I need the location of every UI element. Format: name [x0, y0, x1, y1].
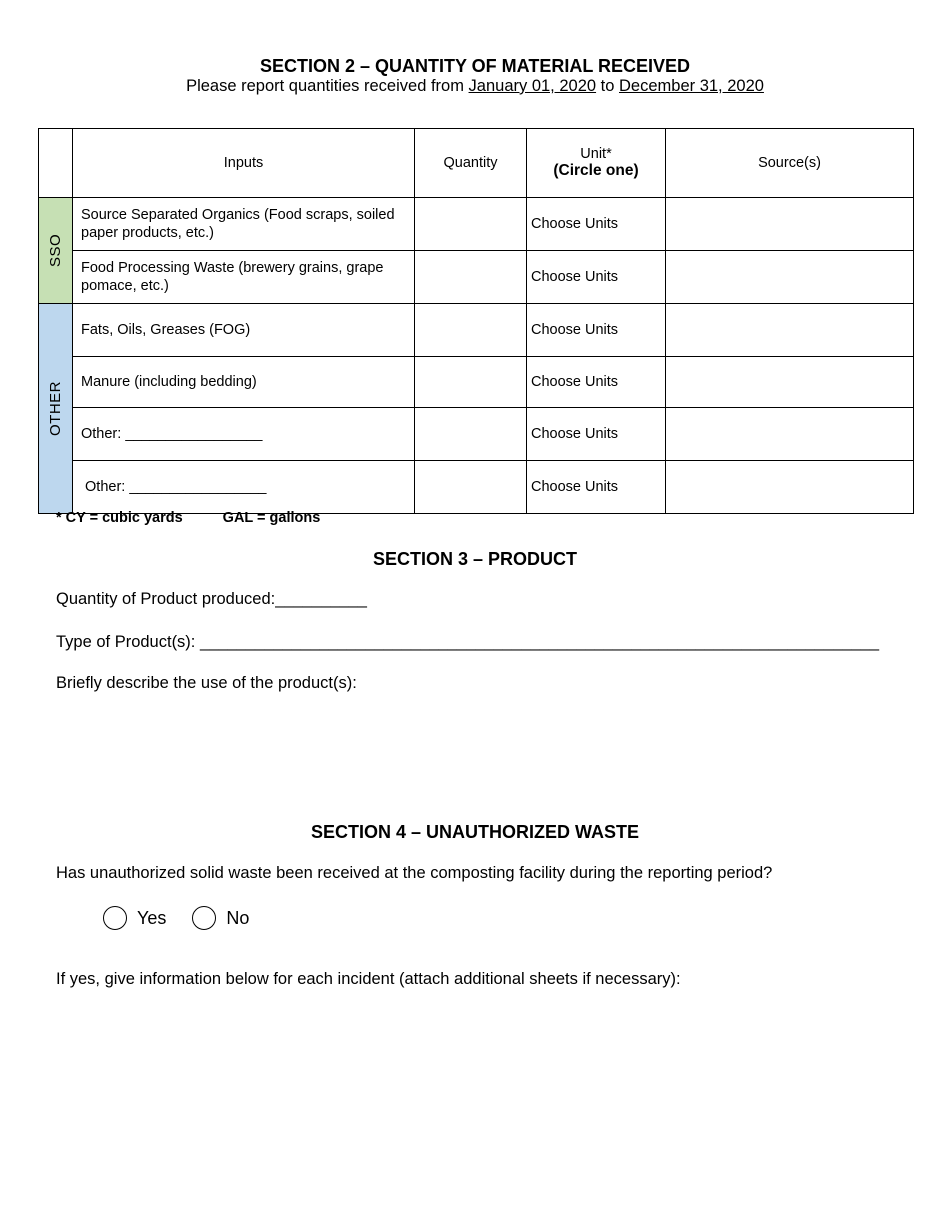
table-row — [39, 198, 914, 251]
group-sso-label: SSO — [47, 233, 64, 268]
input-name: Fats, Oils, Greases (FOG) — [73, 304, 415, 357]
header-unit — [527, 129, 666, 198]
section-3-title: SECTION 3 – PRODUCT — [372, 549, 578, 569]
table-row — [39, 461, 914, 514]
header-group-cell — [39, 129, 73, 198]
group-other — [39, 304, 73, 514]
sources-field[interactable] — [666, 251, 914, 304]
sources-field[interactable] — [666, 357, 914, 408]
table-row — [39, 251, 914, 304]
date-from: January 01, 2020 — [468, 77, 597, 95]
section-4-title: SECTION 4 – UNAUTHORIZED WASTE — [310, 822, 640, 842]
units-footnote — [56, 510, 320, 526]
sources-field[interactable] — [666, 198, 914, 251]
reporting-period-prefix: Please report quantities received from — [186, 77, 469, 95]
if-yes-instructions: If yes, give information below for each incident (attach additional sheets if necessary): — [56, 970, 681, 988]
quantity-produced-field[interactable]: Quantity of Product produced:__________ — [56, 590, 367, 608]
table-row — [39, 357, 914, 408]
reporting-period-text — [0, 77, 950, 96]
quantity-field[interactable] — [415, 304, 527, 357]
footnote-gal: GAL = gallons — [222, 510, 321, 526]
quantity-field[interactable] — [415, 198, 527, 251]
unit-select[interactable]: Choose Units — [527, 198, 666, 251]
type-of-product-field[interactable]: Type of Product(s): __________________________________________________________________________ — [56, 633, 880, 651]
table-header-row — [39, 129, 914, 198]
header-unit-line1: Unit* — [580, 146, 612, 162]
group-other-label: OTHER — [47, 381, 64, 436]
quantity-field[interactable] — [415, 357, 527, 408]
input-name: Source Separated Organics (Food scraps, soiled paper products, etc.) — [73, 198, 415, 251]
radio-yes-label: Yes — [137, 907, 167, 928]
sources-field[interactable] — [666, 461, 914, 514]
material-received-table — [38, 128, 914, 514]
table-row — [39, 304, 914, 357]
header-sources: Source(s) — [666, 129, 914, 198]
header-quantity: Quantity — [415, 129, 527, 198]
input-name: Food Processing Waste (brewery grains, grape pomace, etc.) — [73, 251, 415, 304]
unit-select[interactable]: Choose Units — [527, 461, 666, 514]
date-to: December 31, 2020 — [619, 77, 764, 95]
quantity-field[interactable] — [415, 461, 527, 514]
radio-no-label: No — [226, 907, 250, 928]
describe-use-label: Briefly describe the use of the product(s): — [56, 674, 357, 692]
radio-yes[interactable] — [103, 906, 127, 930]
quantity-field[interactable] — [415, 408, 527, 461]
sources-field[interactable] — [666, 408, 914, 461]
radio-no[interactable] — [192, 906, 216, 930]
quantity-field[interactable] — [415, 251, 527, 304]
yes-no-radio-group — [103, 906, 275, 930]
reporting-period-mid: to — [596, 77, 619, 95]
section-2-title: SECTION 2 – QUANTITY OF MATERIAL RECEIVED — [259, 56, 691, 76]
input-name: Manure (including bedding) — [73, 357, 415, 408]
sources-field[interactable] — [666, 304, 914, 357]
unauthorized-waste-question: Has unauthorized solid waste been received at the composting facility during the reporting period? — [56, 864, 773, 882]
footnote-cy: * CY = cubic yards — [56, 510, 183, 526]
unit-select[interactable]: Choose Units — [527, 357, 666, 408]
unit-select[interactable]: Choose Units — [527, 408, 666, 461]
input-name[interactable]: Other: _________________ — [73, 408, 415, 461]
unit-select[interactable]: Choose Units — [527, 251, 666, 304]
header-inputs: Inputs — [73, 129, 415, 198]
table-row — [39, 408, 914, 461]
unit-select[interactable]: Choose Units — [527, 304, 666, 357]
header-unit-line2: (Circle one) — [553, 162, 639, 179]
input-name[interactable]: Other: _________________ — [73, 461, 415, 514]
group-sso — [39, 198, 73, 304]
